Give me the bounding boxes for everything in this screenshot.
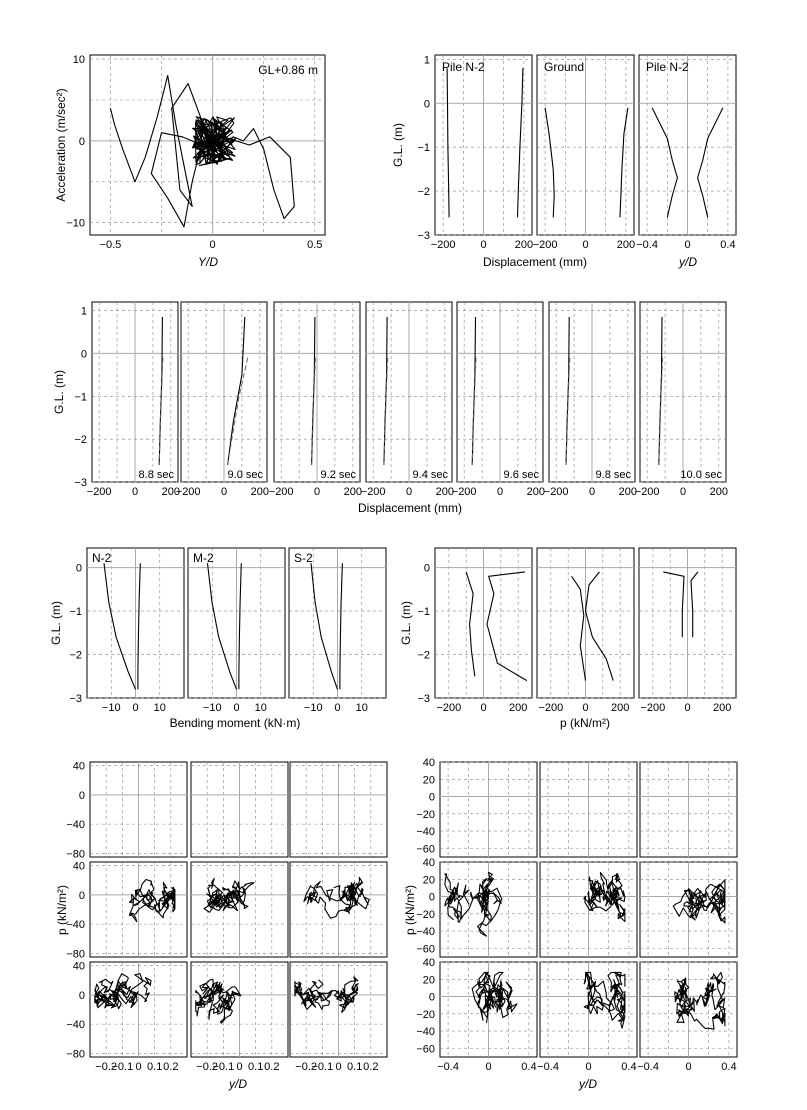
x-tick-label: 0 xyxy=(313,486,321,498)
x-tick-label: 0 xyxy=(582,239,589,251)
y-tick-label: 40 xyxy=(422,857,435,869)
py-left-panel xyxy=(191,762,288,857)
x-tick-label: 200 xyxy=(250,486,270,498)
x-tick-label: 0 xyxy=(685,1061,692,1073)
displacement-panel xyxy=(435,55,532,235)
x-tick-label: −0.4 xyxy=(637,1061,659,1073)
y-tick-label: 0 xyxy=(428,991,435,1004)
x-tick-label: 0.4 xyxy=(621,1061,637,1073)
y-tick-label: −1 xyxy=(69,606,82,619)
y-tick-label: −20 xyxy=(416,1008,435,1021)
x-tick-label: 0 xyxy=(480,702,487,714)
x-tick-label: −10 xyxy=(303,702,323,714)
x-tick-label: −200 xyxy=(538,702,564,714)
py-left-panel xyxy=(90,762,187,857)
y-axis-label: G.L. (m) xyxy=(49,601,63,645)
x-tick-label: 200 xyxy=(508,702,528,714)
y-tick-label: −60 xyxy=(416,943,435,956)
x-axis-label: Y/D xyxy=(197,255,219,269)
x-tick-label: 0 xyxy=(335,1061,342,1073)
py-left-panel xyxy=(290,962,387,1057)
x-tick-label: 0 xyxy=(132,702,139,714)
y-tick-label: −80 xyxy=(66,1048,85,1061)
y-tick-label: −40 xyxy=(416,1026,435,1039)
x-axis-label: y/D xyxy=(679,255,697,269)
x-tick-label: 200 xyxy=(514,239,534,251)
y-axis-label: Acceleration (m/sec²) xyxy=(54,88,68,202)
py-left-panel xyxy=(191,962,288,1057)
x-tick-label: 0.2 xyxy=(264,1061,280,1073)
x-tick-label: 200 xyxy=(618,486,638,498)
x-tick-label: 0.4 xyxy=(720,239,736,251)
x-tick-label: −200 xyxy=(543,486,569,498)
panel-label: Pile N-2 xyxy=(442,60,485,74)
x-tick-label: 0 xyxy=(131,486,139,498)
y-tick-label: 40 xyxy=(422,757,435,769)
y-tick-label: −2 xyxy=(74,434,87,447)
displacement-time-panel xyxy=(549,302,635,482)
panel-label: S-2 xyxy=(294,551,313,565)
py-right-panel xyxy=(640,862,737,957)
y-tick-label: −40 xyxy=(66,919,85,932)
x-tick-label: −0.2 xyxy=(295,1061,318,1073)
x-tick-label: 10 xyxy=(355,702,368,714)
x-tick-label: 0 xyxy=(585,1061,592,1073)
x-axis-label: Displacement (mm) xyxy=(357,501,463,515)
x-tick-label: −200 xyxy=(451,486,477,498)
x-tick-label: −10 xyxy=(101,702,121,714)
y-tick-label: 0 xyxy=(428,791,435,804)
x-tick-label: 200 xyxy=(709,486,729,498)
y-tick-label: 0 xyxy=(80,348,87,361)
displacement-time-panel xyxy=(181,302,267,482)
x-tick-label: 0 xyxy=(684,239,691,251)
y-tick-label: −3 xyxy=(74,477,87,489)
x-tick-label: −200 xyxy=(532,239,558,251)
x-tick-label: −200 xyxy=(175,486,201,498)
y-tick-label: 0 xyxy=(423,562,430,575)
x-tick-label: −0.4 xyxy=(437,1061,459,1073)
displacement-time-panel xyxy=(457,302,543,482)
x-tick-label: 0 xyxy=(405,486,413,498)
x-axis-label: Displacement (mm) xyxy=(482,255,588,269)
py-left-panel xyxy=(191,862,288,957)
x-tick-label: 10 xyxy=(254,702,267,714)
panel-label: 9.2 sec xyxy=(320,469,356,481)
panel-label: 10.0 sec xyxy=(680,469,722,481)
bending-moment-panel xyxy=(87,548,184,698)
displacement-time-panel xyxy=(92,302,178,482)
x-tick-label: 200 xyxy=(526,486,546,498)
x-tick-label: 10 xyxy=(153,702,166,714)
x-tick-label: 0 xyxy=(233,702,240,714)
x-tick-label: 200 xyxy=(610,702,630,714)
y-tick-label: −20 xyxy=(416,808,435,821)
panel-label: 8.8 sec xyxy=(138,469,174,481)
panel-label: 9.0 sec xyxy=(227,469,263,481)
x-tick-label: −0.1 xyxy=(111,1061,134,1073)
y-tick-label: 0 xyxy=(75,562,82,575)
displacement-panel xyxy=(537,55,634,235)
x-tick-label: −200 xyxy=(360,486,386,498)
py-left-panel xyxy=(90,862,187,957)
y-tick-label: −3 xyxy=(417,693,430,705)
x-tick-label: 0.4 xyxy=(521,1061,537,1073)
y-tick-label: 0 xyxy=(78,889,85,902)
x-tick-label: 0.2 xyxy=(163,1061,179,1073)
y-axis-label: p (kN/m²) xyxy=(55,885,69,935)
x-tick-label: 0 xyxy=(679,486,687,498)
y-tick-label: −3 xyxy=(69,693,82,705)
x-tick-label: 0 xyxy=(588,486,596,498)
x-tick-label: 200 xyxy=(616,239,636,251)
panel-label: N-2 xyxy=(92,551,112,565)
x-tick-label: 0.4 xyxy=(721,1061,737,1073)
y-tick-label: −1 xyxy=(74,391,87,404)
x-tick-label: −0.2 xyxy=(95,1061,118,1073)
y-tick-label: −3 xyxy=(417,230,430,242)
x-tick-label: 0 xyxy=(209,239,216,251)
x-tick-label: −200 xyxy=(268,486,294,498)
displacement-time-panel xyxy=(366,302,452,482)
y-tick-label: 0 xyxy=(428,891,435,904)
y-tick-label: 0 xyxy=(423,98,430,111)
y-tick-label: −60 xyxy=(416,1043,435,1056)
x-tick-label: 200 xyxy=(161,486,181,498)
x-tick-label: 0 xyxy=(485,1061,492,1073)
pressure-panel xyxy=(537,548,634,698)
panel-annotation: GL+0.86 m xyxy=(258,63,318,77)
x-tick-label: −0.1 xyxy=(311,1061,334,1073)
x-tick-label: 200 xyxy=(712,702,732,714)
y-tick-label: 1 xyxy=(80,305,87,318)
x-tick-label: 0 xyxy=(582,702,589,714)
py-right-panel xyxy=(440,962,537,1057)
x-tick-label: 0 xyxy=(496,486,504,498)
y-tick-label: −20 xyxy=(416,908,435,921)
x-tick-label: −200 xyxy=(640,702,666,714)
x-tick-label: 200 xyxy=(435,486,455,498)
y-tick-label: 0 xyxy=(78,989,85,1002)
x-tick-label: −200 xyxy=(436,702,462,714)
panel-label: 9.4 sec xyxy=(412,469,448,481)
y-tick-label: −80 xyxy=(66,848,85,861)
pressure-panel xyxy=(435,548,532,698)
y-tick-label: −2 xyxy=(69,649,82,662)
y-tick-label: −1 xyxy=(417,142,430,155)
y-tick-label: 20 xyxy=(422,874,435,887)
x-tick-label: 0 xyxy=(220,486,228,498)
y-tick-label: −80 xyxy=(66,948,85,961)
x-axis-label: Bending moment (kN·m) xyxy=(169,716,301,730)
x-tick-label: 200 xyxy=(343,486,363,498)
py-left-panel xyxy=(90,962,187,1057)
y-tick-label: 20 xyxy=(422,974,435,987)
y-tick-label: 0 xyxy=(78,135,85,148)
x-tick-label: 0.2 xyxy=(363,1061,379,1073)
panel-label: Pile N-2 xyxy=(646,60,689,74)
y-tick-label: −40 xyxy=(416,826,435,839)
x-tick-label: 0.1 xyxy=(248,1061,264,1073)
pressure-panel xyxy=(639,548,736,698)
y-tick-label: −2 xyxy=(417,186,430,199)
x-tick-label: −0.1 xyxy=(212,1061,235,1073)
y-axis-label: G.L. (m) xyxy=(52,370,66,414)
y-axis-label: G.L. (m) xyxy=(399,601,413,645)
x-tick-label: −0.2 xyxy=(196,1061,219,1073)
x-axis-label: p (kN/m²) xyxy=(560,716,610,730)
yd-panel xyxy=(639,55,736,235)
py-left-panel xyxy=(290,762,387,857)
displacement-time-panel xyxy=(640,302,726,482)
y-tick-label: −40 xyxy=(66,1019,85,1032)
py-right-panel xyxy=(540,762,637,857)
x-axis-label: y/D xyxy=(579,1077,597,1091)
y-axis-label: G.L. (m) xyxy=(391,123,405,167)
x-tick-label: 0 xyxy=(135,1061,142,1073)
py-right-panel xyxy=(540,962,637,1057)
y-tick-label: 1 xyxy=(423,54,430,67)
y-tick-label: 40 xyxy=(72,960,85,973)
py-right-panel xyxy=(640,962,737,1057)
displacement-time-panel xyxy=(274,302,360,482)
py-right-panel xyxy=(440,862,537,957)
x-tick-label: 0 xyxy=(334,702,341,714)
x-tick-label: −0.4 xyxy=(636,239,658,251)
x-tick-label: −0.5 xyxy=(99,239,122,251)
panel-label: 9.8 sec xyxy=(595,469,631,481)
y-tick-label: 20 xyxy=(422,774,435,787)
x-tick-label: −200 xyxy=(430,239,456,251)
y-tick-label: 40 xyxy=(72,860,85,873)
py-left-panel xyxy=(290,862,387,957)
x-tick-label: 0.1 xyxy=(147,1061,163,1073)
panel-label: 9.6 sec xyxy=(503,469,539,481)
x-tick-label: 0.1 xyxy=(347,1061,363,1073)
y-tick-label: −40 xyxy=(416,926,435,939)
x-tick-label: 0 xyxy=(480,239,487,251)
py-right-panel xyxy=(540,862,637,957)
x-axis-label: y/D xyxy=(229,1077,247,1091)
x-tick-label: 0 xyxy=(236,1061,243,1073)
y-tick-label: −1 xyxy=(417,606,430,619)
y-tick-label: −60 xyxy=(416,843,435,856)
py-right-panel xyxy=(640,762,737,857)
bending-moment-panel xyxy=(289,548,386,698)
x-tick-label: 0.5 xyxy=(307,239,323,251)
x-tick-label: −200 xyxy=(634,486,660,498)
y-tick-label: −40 xyxy=(66,819,85,832)
x-tick-label: −200 xyxy=(86,486,112,498)
y-tick-label: −10 xyxy=(66,217,85,230)
y-tick-label: 0 xyxy=(78,789,85,802)
y-tick-label: 40 xyxy=(422,957,435,969)
y-axis-label: p (kN/m²) xyxy=(403,885,417,935)
py-right-panel xyxy=(440,762,537,857)
bending-moment-panel xyxy=(188,548,285,698)
panel-label: M-2 xyxy=(193,551,214,565)
panel-label: Ground xyxy=(544,60,585,74)
x-tick-label: −10 xyxy=(202,702,222,714)
y-tick-label: −2 xyxy=(417,649,430,662)
x-tick-label: 0 xyxy=(684,702,691,714)
acceleration-panel xyxy=(90,55,325,235)
y-tick-label: 10 xyxy=(72,54,85,67)
x-tick-label: −0.4 xyxy=(537,1061,559,1073)
y-tick-label: 40 xyxy=(72,760,85,773)
